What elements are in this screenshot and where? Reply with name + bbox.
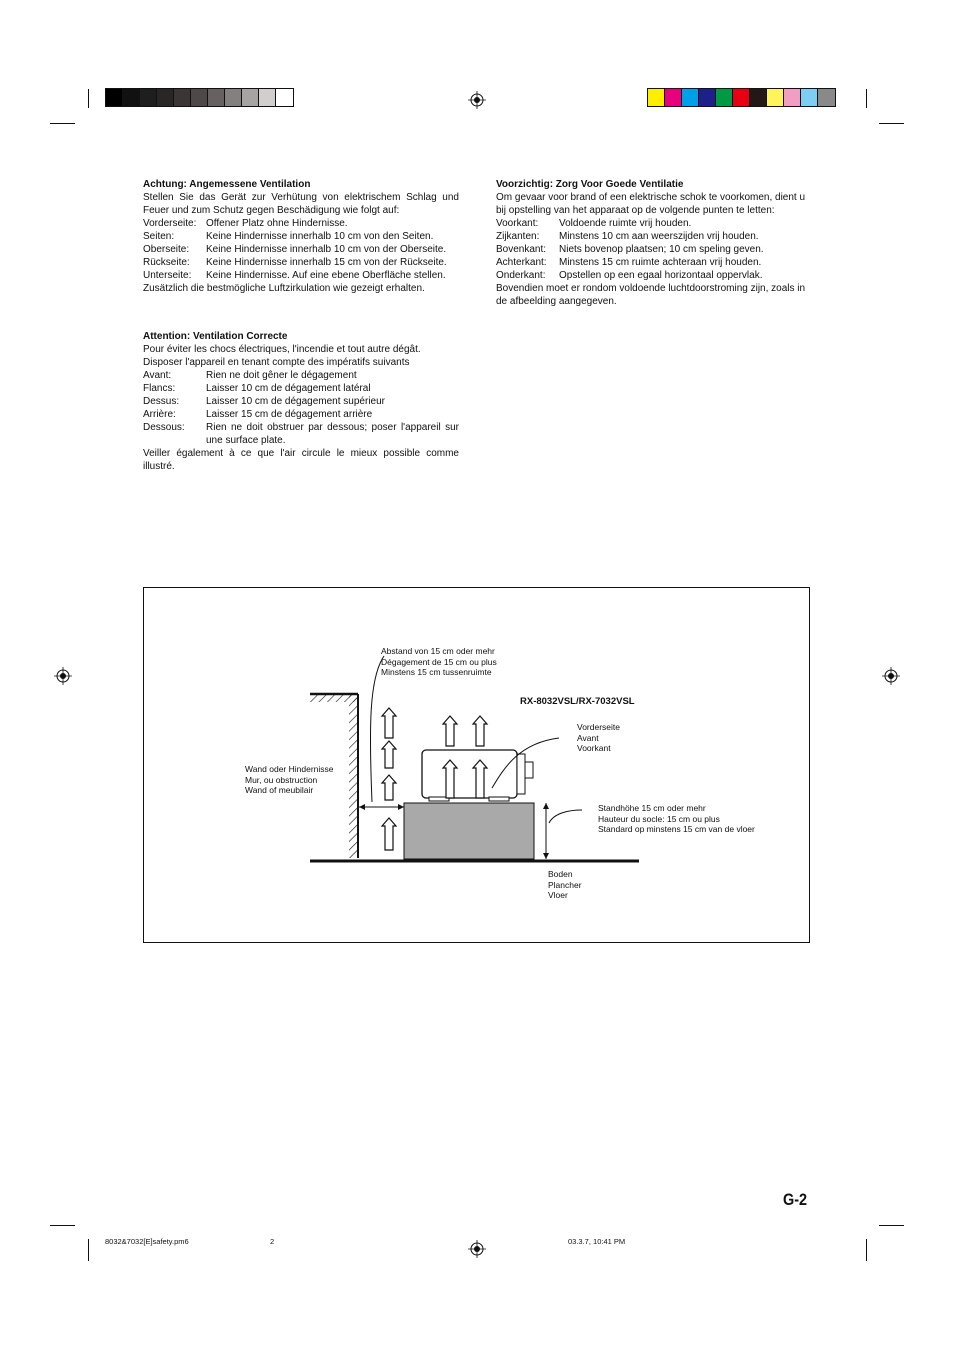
row-label: Bovenkant: (496, 244, 547, 255)
color-swatch (106, 89, 123, 106)
german-row (143, 217, 459, 230)
color-swatch (801, 89, 818, 106)
gray-scale-bar (105, 88, 294, 107)
french-ventilation-section (143, 330, 459, 473)
german-intro: Stellen Sie das Gerät zur Verhütung von elektrischem Schlag und Feuer und zum Schutz gegen Beschädigung wie folgt auf: (143, 192, 459, 216)
color-swatch (784, 89, 801, 106)
dutch-row (496, 217, 812, 230)
row-label: Arrière: (143, 409, 176, 420)
color-swatch (157, 89, 174, 106)
color-swatch (733, 89, 750, 106)
color-swatch (716, 89, 733, 106)
footer-timestamp: 03.3.7, 10:41 PM (568, 1237, 626, 1246)
row-label: Vorderseite: (143, 218, 197, 229)
row-value: Laisser 10 cm de dégagement latéral (206, 383, 371, 394)
color-swatch (818, 89, 835, 106)
row-value: Keine Hindernisse innerhalb 15 cm von der Rückseite. (206, 257, 447, 268)
row-value: Rien ne doit gêner le dégagement (206, 370, 357, 381)
row-label: Seiten: (143, 231, 175, 242)
german-title: Achtung: Angemessene Ventilation (143, 179, 311, 190)
registration-mark-icon (468, 91, 486, 109)
french-row (143, 421, 459, 447)
crop-mark (50, 1225, 75, 1226)
row-value: Opstellen op een egaal horizontaal oppervlak. (559, 270, 763, 281)
row-value: Keine Hindernisse innerhalb 10 cm von den Seiten. (206, 231, 434, 242)
row-label: Flancs: (143, 383, 176, 394)
crop-mark (879, 123, 904, 124)
crop-mark (88, 89, 89, 108)
german-row (143, 243, 459, 256)
footer-page: 2 (270, 1237, 275, 1246)
dutch-title: Voorzichtig: Zorg Voor Goede Ventilatie (496, 179, 684, 190)
german-row (143, 230, 459, 243)
crop-mark (866, 89, 867, 108)
ventilation-diagram (143, 587, 810, 943)
row-value: Rien ne doit obstruer par dessous; poser l'appareil sur une surface plate. (206, 422, 459, 446)
registration-mark-icon (468, 1240, 486, 1258)
french-title: Attention: Ventilation Correcte (143, 331, 288, 342)
dutch-row (496, 243, 812, 256)
row-value: Minstens 15 cm ruimte achteraan vrij houden. (559, 257, 762, 268)
clearance-label: Abstand von 15 cm oder mehr Dégagement de 15 cm ou plus Minstens 15 cm tussenruimte (381, 646, 497, 677)
row-label: Dessous: (143, 422, 185, 433)
color-swatch (276, 89, 293, 106)
row-value: Laisser 15 cm de dégagement arrière (206, 409, 373, 420)
registration-mark-icon (882, 667, 900, 685)
row-value: Keine Hindernisse. Auf eine ebene Oberfläche stellen. (206, 270, 446, 281)
french-intro-2: Disposer l'appareil en tenant compte des impératifs suivants (143, 357, 410, 368)
dutch-ventilation-section (496, 178, 812, 308)
french-row (143, 408, 459, 421)
german-closing: Zusätzlich die bestmögliche Luftzirkulation wie gezeigt erhalten. (143, 283, 425, 294)
color-swatch (259, 89, 276, 106)
color-swatch (123, 89, 140, 106)
row-label: Avant: (143, 370, 172, 381)
color-swatch (682, 89, 699, 106)
french-row (143, 382, 459, 395)
crop-mark (879, 1225, 904, 1226)
row-value: Offener Platz ohne Hindernisse. (206, 218, 348, 229)
color-swatch (225, 89, 242, 106)
dutch-row (496, 230, 812, 243)
german-ventilation-section (143, 178, 459, 295)
row-label: Onderkant: (496, 270, 546, 281)
row-value: Niets bovenop plaatsen; 10 cm speling geven. (559, 244, 764, 255)
row-label: Zijkanten: (496, 231, 540, 242)
stand-box (404, 803, 534, 859)
dutch-intro: Om gevaar voor brand of een elektrische schok te voorkomen, dient u bij opstelling van het apparaat op de volgende punten te letten: (496, 192, 806, 216)
row-value: Keine Hindernisse innerhalb 10 cm von der Oberseite. (206, 244, 447, 255)
color-swatch (140, 89, 157, 106)
french-row (143, 395, 459, 408)
footer-filename: 8032&7032[E]safety.pm6 (105, 1237, 189, 1246)
floor-label: Boden Plancher Vloer (548, 869, 582, 900)
color-swatch (750, 89, 767, 106)
german-row (143, 269, 459, 282)
row-label: Voorkant: (496, 218, 539, 229)
row-label: Achterkant: (496, 257, 547, 268)
installation-drawing (144, 588, 809, 942)
dutch-row (496, 269, 812, 282)
row-value: Voldoende ruimte vrij houden. (559, 218, 692, 229)
french-closing: Veiller également à ce que l'air circule le mieux possible comme illustré. (143, 448, 459, 472)
color-calibration-bar (647, 88, 836, 107)
row-label: Oberseite: (143, 244, 190, 255)
german-row (143, 256, 459, 269)
row-label: Dessus: (143, 396, 180, 407)
row-value: Minstens 10 cm aan weerszijden vrij houden. (559, 231, 759, 242)
crop-mark (88, 1239, 89, 1261)
page-number: G-2 (783, 1190, 808, 1209)
dutch-closing: Bovendien moet er rondom voldoende luchtdoorstroming zijn, zoals in de afbeelding aangegeven. (496, 283, 806, 307)
row-value: Laisser 10 cm de dégagement supérieur (206, 396, 385, 407)
row-label: Rückseite: (143, 257, 190, 268)
french-row (143, 369, 459, 382)
crop-mark (50, 123, 75, 124)
color-swatch (191, 89, 208, 106)
color-swatch (648, 89, 665, 106)
color-swatch (699, 89, 716, 106)
model-name: RX-8032VSL/RX-7032VSL (520, 696, 635, 707)
color-swatch (767, 89, 784, 106)
color-swatch (208, 89, 225, 106)
color-swatch (174, 89, 191, 106)
color-swatch (242, 89, 259, 106)
color-swatch (665, 89, 682, 106)
dutch-row (496, 256, 812, 269)
front-label: Vorderseite Avant Voorkant (577, 722, 620, 753)
registration-mark-icon (54, 667, 72, 685)
stand-height-label: Standhöhe 15 cm oder mehr Hauteur du socle: 15 cm ou plus Standard op minstens 15 cm van de vloer (598, 803, 755, 834)
french-intro-1: Pour éviter les chocs électriques, l'incendie et tout autre dégât. (143, 344, 421, 355)
row-label: Unterseite: (143, 270, 192, 281)
crop-mark (866, 1239, 867, 1261)
wall-label: Wand oder Hindernisse Mur, ou obstruction Wand of meubilair (245, 764, 334, 795)
